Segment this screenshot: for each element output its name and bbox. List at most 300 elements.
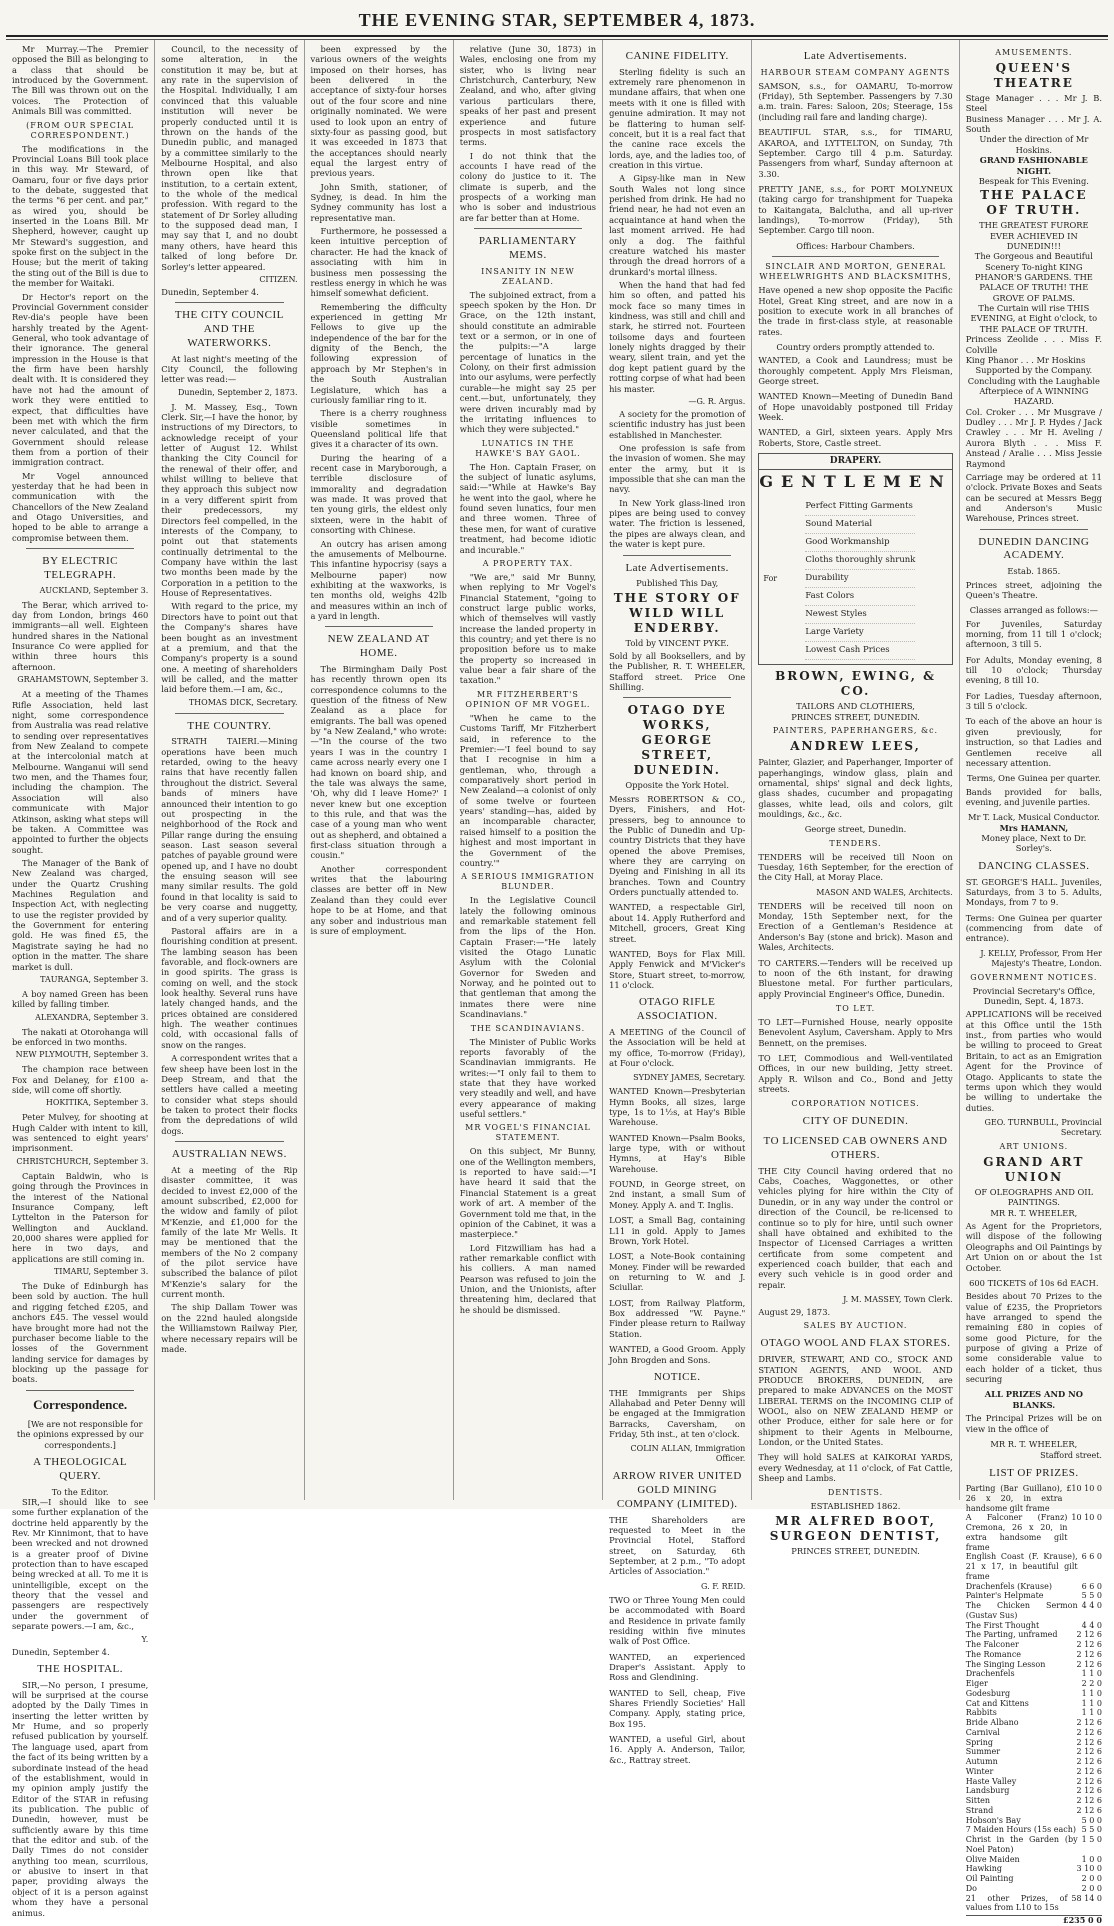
ad-line: MR R. T. WHEELER, (990, 1207, 1078, 1218)
section-heading: AMUSEMENTS. (995, 48, 1073, 57)
prize-value: £10 10 0 (1066, 1484, 1102, 1494)
paragraph: Mr Vogel announced yesterday that he had been in communication with the Chancellors of the New Zealand and Otago Universities, and hoped to be able to arrange a compromise between them. (12, 470, 149, 543)
dateline: TIMARU, September 3. (53, 1267, 149, 1277)
paragraph: Council, to the necessity of some alteration, in the constitution it may be, but at any rate in the supervision of the Hospital. Individually, I am convinced that this valuable institution will never be properly conducted until it is thrown on the hands of the Dunedin public, and managed by a committee similarly to the Melbourne Hospital, and also thrown open like that institution, to a certain extent, to the whole of the medical profession. With regard to the statement of Dr Sorley alluding to the supposed dead man, I may say that I, and no doubt many others, have heard this talked of long before Dr. Sorley's letter appeared. (161, 44, 298, 272)
advertisement: LOST, a Small Bag, containing L11 in gold. Apply to James Brown, York Hotel. (609, 1215, 746, 1246)
ad-line: Supported by the Company. (975, 365, 1093, 376)
prize-value: 2 12 6 (1076, 1649, 1102, 1659)
section-heading: Late Advertisements. (803, 50, 908, 62)
subhead: LUNATICS IN THE HAWKE'S BAY GAOL. (475, 438, 581, 458)
prize-name: Hobson's Bay (965, 1815, 1021, 1825)
prize-name: Winter (965, 1766, 994, 1776)
prize-value: 2 0 0 (1081, 1874, 1102, 1884)
advertisement: WANTED, an experienced Draper's Assistant. Apply to Ross and Glendining. (609, 1651, 746, 1683)
paragraph: Furthermore, he possessed a keen intuitive perception of character. He had the knack of associating with him in business men possessing the restless energy in which he was himself somewhat deficient. (310, 226, 447, 299)
dateline: TAURANGA, September 3. (40, 974, 149, 984)
dateline: Dunedin, September 2, 1873. (177, 387, 298, 397)
dateline: ALEXANDRA, September 3. (35, 1012, 149, 1022)
prize-value: 10 10 0 (1071, 1513, 1102, 1523)
section-heading: DENTISTS. (827, 1488, 884, 1498)
prize-value: 4 4 0 (1081, 1620, 1102, 1630)
paragraph: SIR,—No person, I presume, will be surprised at the course adopted by the Daily Times in inserting the letter written by Mr Hume, and so properly refused publication by yourself. The language used, apart from the fact of its being written by a subordinate instead of the head of the establishment, would in my opinion amply justify the Editor of the STAR in refusing its publication. The public of Dunedin, however, must be sufficiently aware by this time that the editor and sub. of the Daily Times do not consider anything too mean, scurrilous, or abusive to insert in that paper, providing always the object of it is a person against whom they have a personal animus. (12, 1679, 149, 1918)
drapery-list (805, 498, 915, 660)
advertisement: Sold by all Booksellers, and by the Publisher, R. T. WHEELER, Stafford street. Price One Shilling. (609, 651, 746, 693)
article-title: THE CITY COUNCIL AND THE WATERWORKS. (174, 309, 284, 349)
prize-row (966, 1894, 1102, 1914)
ad-heading: TO LICENSED CAB OWNERS AND OTHERS. (763, 1135, 948, 1161)
divider (772, 256, 938, 257)
ad-line: THE GREATEST FURORE EVER ACHIEVED IN DUNEDIN!!! (979, 220, 1089, 251)
paragraph: A Gipsy-like man in New South Wales not long since perished from drink. He had no friend near, he had not even an acquaintance at hand when the last moment arrived. He had only a dog. The faithful creature watched his master through the dread horrors of a drunkard's mortal illness. (609, 173, 746, 277)
prize-name: Strand (965, 1805, 994, 1815)
subhead: INSANITY IN NEW ZEALAND. (481, 266, 575, 286)
date-line: Dunedin, September 4. (12, 1646, 110, 1657)
article-title: CANINE FIDELITY. (625, 50, 729, 62)
ad-line: PRINCES STREET, DUNEDIN. (791, 711, 920, 722)
paragraph: With regard to the price, my Directors have to point out that the Company's shares have been bought as an investment at a premium, and that the Company's property is a sound one. A meeting of shareholders will be called, and the matter laid before them.—I am, &c., (161, 601, 298, 695)
section-heading: TO LET. (835, 1003, 876, 1013)
prize-value: 5 5 0 (1081, 1825, 1102, 1835)
drapery-item: Large Variety (805, 624, 915, 642)
prize-name: Godesburg (965, 1688, 1011, 1698)
prize-name: Do (965, 1883, 977, 1893)
dateline: CHRISTCHURCH, September 3. (16, 1156, 149, 1166)
advertisement: WANTED, a Cook and Laundress; must be thoroughly competent. Apply Mrs Fleisman, George street. (758, 355, 953, 387)
article-title: PARLIAMENTARY MEMS. (478, 235, 577, 261)
ad-line: Offices: Harbour Chambers. (796, 240, 915, 251)
prize-value: 2 12 6 (1076, 1747, 1102, 1757)
ad-heading: SINCLAIR AND MORTON, GENERAL WHEELWRIGHTS AND BLACKSMITHS, (759, 262, 952, 282)
paragraph: The Duke of Edinburgh has been sold by auction. The hull and rigging fetched £205, and anchors £45. The vessel would have brought more had not the purchaser become liable to the losses of the Government landing service for damages by blocking up the passage for boats. (12, 1281, 149, 1385)
article-title: THE COUNTRY. (187, 719, 272, 732)
signature: MASON AND WALES, Architects. (816, 887, 953, 897)
section-subhead: (FROM OUR SPECIAL CORRESPONDENT.) (26, 120, 135, 140)
article-title: THE HOSPITAL. (37, 1662, 123, 1675)
column-4 (454, 40, 603, 1500)
prize-value: 1 1 0 (1081, 1688, 1102, 1698)
ad-line: Provincial Secretary's Office, Dunedin, Sept. 4, 1873. (972, 985, 1096, 1007)
paragraph: The Berar, which arrived to-day from London, brings 460 immigrants—all well. Eighteen hundred shares in the National Insurance Co were applied for within three hours this afternoon. (12, 599, 149, 672)
drapery-item: Durability (805, 570, 915, 588)
ad-title: OTAGO DYE WORKS, GEORGE STREET, DUNEDIN. (627, 703, 727, 778)
ad-line: Classes arranged as follows:— (969, 605, 1098, 616)
dateline: GRAHAMSTOWN, September 3. (17, 675, 149, 685)
prize-value: 2 12 6 (1076, 1659, 1102, 1669)
prize-name: Olive Maiden (965, 1854, 1020, 1864)
prize-row (966, 1699, 1102, 1709)
cast-line: Princess Zeolide . . . Miss F. Colville (965, 334, 1102, 355)
ad-line: George street, Dunedin. (804, 824, 907, 835)
prize-row (966, 1738, 1102, 1748)
prize-value: 1 1 0 (1081, 1698, 1102, 1708)
drapery-item: Fast Colors (805, 588, 915, 606)
editor-note: [We are not responsible for the opinions expressed by our correspondents.] (16, 1418, 144, 1450)
prize-name: A Falconer (Franz) Cremona, 26 x 20, in extra handsome gilt frame (965, 1513, 1068, 1552)
ad-line: Money place, Next to Dr. Sorley's. (981, 833, 1087, 854)
ad-line: 600 TICKETS of 10s 6d EACH. (969, 1277, 1099, 1288)
prize-row (966, 1621, 1102, 1631)
ad-title: GENTLEMEN (759, 472, 952, 492)
ad-heading: CITY OF DUNEDIN. (802, 1115, 909, 1128)
ad-line: Opposite the York Hotel. (625, 780, 729, 791)
divider (474, 228, 582, 229)
advertisement: For Ladies, Tuesday afternoon, 3 till 5 o'clock. (965, 690, 1102, 712)
divider (175, 302, 283, 303)
section-heading: CORPORATION NOTICES. (791, 1099, 920, 1109)
prize-name: The Falconer (965, 1640, 1019, 1650)
prize-row (966, 1777, 1102, 1787)
prize-value: 3 10 0 (1076, 1864, 1102, 1874)
prize-value: 6 6 0 (1081, 1552, 1102, 1562)
prize-value: 2 12 6 (1076, 1757, 1102, 1767)
divider (623, 555, 731, 556)
prize-row (966, 1591, 1102, 1601)
prize-name: Bride Albano (965, 1718, 1019, 1728)
prize-row (966, 1855, 1102, 1865)
prize-row (966, 1864, 1102, 1874)
staff-line: Business Manager . . . Mr J. A. South (965, 113, 1102, 135)
prize-value: 1 0 0 (1081, 1854, 1102, 1864)
ad-heading: DANCING CLASSES. (978, 859, 1090, 872)
prize-row (966, 1767, 1102, 1777)
prize-value: 2 12 6 (1076, 1805, 1102, 1815)
paragraph: At last night's meeting of the City Council, the following letter was read:— (161, 353, 298, 385)
advertisement: WANTED to Sell, cheap, Five Shares Friendly Societies' Hall Company. Apply, stating price, Box 195. (609, 1687, 746, 1729)
prize-name: Eiger (965, 1679, 988, 1689)
ad-line: Under the direction of Mr Hoskins. (979, 134, 1089, 155)
advertisement: SAMSON, s.s., for OAMARU, To-morrow (Friday), 5th September. Passengers by 7.30 a.m. train. Fares: Saloon, 20s; Steerage, 15s (including rail fare and landing charge). (758, 80, 953, 122)
advertisement: WANTED, Boys for Flax Mill. Apply Fenwick and M'Vicker's Store, Stuart street, to-morrow, 11 o'clock. (609, 948, 746, 990)
advertisement: FOUND, in George street, on 2nd instant, a small Sum of Money. Apply A. and T. Inglis. (609, 1179, 746, 1210)
paragraph: A correspondent writes that a few sheep have been lost in the Deep Stream, and that the settlers have called a meeting to consider what steps should be taken to protect their flocks from the depredations of wild dogs. (161, 1053, 298, 1136)
advertisement: Messrs ROBERTSON & CO., Dyers, Finishers, and Hot-pressers, beg to announce to the Public of Dunedin and Up-country Districts that they have opened the above Premises, where they are carrying on Dyeing and Finishing in all its branches. Town and Country Orders punctually attended to. (609, 793, 746, 898)
column-2 (155, 40, 304, 1500)
advertisement: For Adults, Monday evening, 8 till 10 o'clock; Thursday evening, 8 till 10. (965, 654, 1102, 686)
column-1 (6, 40, 155, 1918)
paragraph: Another correspondent writes that the labouring classes are better off in New Zealand than they could ever hope to be at Home, and that any sober and industrious man is sure of employment. (310, 863, 447, 936)
prize-name: Landsburg (965, 1786, 1010, 1796)
divider (325, 626, 433, 627)
prize-row (966, 1513, 1102, 1552)
section-heading: SALES BY AUCTION. (803, 1321, 908, 1331)
prize-value: 58 14 0 (1071, 1893, 1102, 1903)
paragraph: Pastoral affairs are in a flourishing condition at present. The lambing season has been favorable, and flock-owners are in good spirits. The grass is coming on well, and the stock look healthy. Several runs have lately changed hands, and the prices obtained are considered high. The weather continues cold, with occasional falls of snow on the ranges. (161, 925, 298, 1050)
advertisement: LOST, from Railway Platform, Box addressed "W. Payne." Finder please return to Railway Station. (609, 1297, 746, 1339)
prize-name: The Chicken Sermon (Gustav Sus) (965, 1601, 1078, 1620)
drapery-item: Sound Material (805, 516, 915, 534)
prize-name: Sitten (965, 1796, 991, 1806)
ad-line: ALL PRIZES AND NO BLANKS. (984, 1389, 1083, 1410)
date-line: Dunedin, September 4. (161, 286, 259, 297)
prize-row (966, 1835, 1102, 1855)
divider (175, 1141, 283, 1142)
prize-row (966, 1601, 1102, 1621)
for-label: For (763, 574, 778, 584)
advertisement: WANTED, a Girl, sixteen years. Apply Mrs Roberts, Store, Castle street. (758, 427, 953, 448)
paragraph: A boy named Green has been killed by falling timber. (12, 988, 149, 1010)
advertisement: Besides about 70 Prizes to the value of £235, the Proprietors have arranged to spend the remaining £80 in copies of some good Picture, for the purpose of giving a Prize of some considerable value to each holder of a ticket, thus securing (965, 1291, 1102, 1385)
divider (26, 548, 134, 549)
advertisement: DRIVER, STEWART, AND CO., STOCK AND STATION AGENTS, AND WOOL AND PRODUCE BROKERS, DUNEDIN, are prepared to make ADVANCES on the MOST LIBERAL TERMS on the INCOMING CLIP of WOOL, also on NEW ZEALAND HEMP or other Produce, either for sale here or for shipment to their Agents in Melbourne, London, or the United States. (758, 1354, 953, 1448)
paragraph: In the Legislative Council lately the following ominous and remarkable statement fell from the lips of the Hon. Captain Fraser:—"He lately visited the Otago Lunatic Asylum with the Colonial Governor for Sweden and Norway, and he pointed out to that gentleman that among the inmates there were nine Scandinavians." (459, 895, 597, 1020)
prize-row (966, 1757, 1102, 1767)
section-heading: Correspondence. (33, 1396, 128, 1412)
prize-value: 1 1 0 (1081, 1708, 1102, 1718)
paragraph: At a meeting of the Rip disaster committee, it was decided to invest £2,000 of the amount subscribed, £2,000 for the widow and family of pilot M'Kenzie, and £1,000 for the family of the late Mr Wells. It may be mentioned that the members of the No 2 company of the pilot service have subscribed the balance of pilot M'Kenzie's salary for the current month. (161, 1164, 298, 1300)
prize-value: 2 12 6 (1076, 1776, 1102, 1786)
section-heading: Late Advertisements. (625, 561, 729, 574)
paragraph: Remembering the difficulty experienced in getting Mr Fellows to give up the independence of the bar for the dignity of the Bench, the following expression of approach by Mr Stephen's in the South Australian Legislature, which has a curiously familiar ring to it. (310, 301, 447, 405)
column-6 (752, 40, 959, 1556)
prize-name: The First Thought (965, 1620, 1040, 1630)
paragraph: J. M. Massey, Esq., Town Clerk. Sir,—I have the honor, by instructions of my Directors, to acknowledge receipt of your letter of August 12. Whilst thanking the City Council for the renewal of their offer, and whilst willing to believe that they approach this subject now in a very different spirit from their predecessors, my Directors feel compelled, in the interests of the Company, to point out that statements continually detrimental to the Company have within the last two months been made by the Corporation in a petition to the House of Representatives. (161, 401, 298, 599)
subhead: MR VOGEL'S FINANCIAL STATEMENT. (465, 1123, 591, 1143)
prize-row (966, 1552, 1102, 1581)
prize-row (966, 1806, 1102, 1816)
prize-total (966, 1915, 1102, 1926)
ad-title: GRAND ART UNION (983, 1155, 1085, 1184)
ad-title: MR ALFRED BOOT, SURGEON DENTIST, (769, 1513, 942, 1543)
prize-name: Drachenfels (965, 1669, 1015, 1679)
signature: —G. R. Argus. (688, 396, 746, 406)
paragraph: During the hearing of a recent case in Maryborough, a terrible disclosure of immorality and degradation was made. It was proved that ten young girls, the eldest only sixteen, were in the habit of consorting with Chinese. (310, 452, 447, 536)
prize-value: 2 12 6 (1076, 1630, 1102, 1640)
prize-value: 2 12 6 (1076, 1640, 1102, 1650)
prize-value: 2 12 6 (1076, 1718, 1102, 1728)
paragraph: been expressed by the various owners of the weights imposed on their horses, has been delivered in the acceptance of sixty-four horses out of the four score and nine originally nominated. We were used to look upon an entry of sixty-four as passing good, but it was exceeded in 1873 that the acceptances should nearly equal the largest entry of previous years. (310, 44, 447, 179)
prize-value: 2 12 6 (1076, 1786, 1102, 1796)
signature: J. KELLY, Professor, From Her Majesty's Theatre, London. (980, 948, 1102, 968)
signature: COLIN ALLAN, Immigration Officer. (630, 1444, 746, 1464)
date-line: August 29, 1873. (758, 1307, 831, 1318)
advertisement: Princes street, adjoining the Queen's Theatre. (965, 579, 1102, 600)
article-title: A THEOLOGICAL QUERY. (33, 1456, 128, 1482)
advertisement: ST. GEORGE'S HALL. Juveniles, Saturdays, from 3 to 5. Adults, Mondays, from 7 to 9. (965, 876, 1102, 908)
paragraph: Dr Hector's report on the Provincial Government consider Rev-dia's people have been harshly treated by the Agent-General, who took advantage of their ignorance. The general impression in the House is that the firm have been harshly dealt with. It is considered they have not had the amount of work they were entitled to expect, that difficulties have been met with which the firm never calculated, and that the Government should release them from a portion of their immigration contract. (12, 291, 149, 468)
paragraph: Lord Fitzwilliam has had a rather remarkable conflict with his colliers. A man named Pearson was refused to join the Union, and the Unionists, after threatening him, declared that he should be dismissed. (459, 1242, 597, 1315)
advertisement: Painter, Glazier, and Paperhanger, Importer of paperhangings, window glass, plain and ornamental, ships' signal and deck lights, glass shades, cucumber and propagating glasses, white lead, oils and colors, gilt mouldings, &c., &c. (758, 757, 953, 819)
paragraph: Sterling fidelity is such an extremely rare phenomenon in mundane affairs, that when one meets with it one is filled with genuine admiration. It may not be flattering to human self-conceit, but it is a real fact that the canine race excels the lords, aye, and the ladies too, of creation in this virtue. (609, 66, 746, 170)
ad-line: Terms, One Guinea per quarter. (967, 773, 1101, 784)
prize-row (966, 1796, 1102, 1806)
advertisement: Bands provided for balls, evening, and juvenile parties. (965, 786, 1102, 807)
advertisement: WANTED, a useful Girl, about 16. Apply A. Anderson, Tailor, &c., Rattray street. (609, 1734, 746, 1765)
paragraph: Mr Murray.—The Premier opposed the Bill as belonging to a class that should be introduced by the Government. The Bill was thrown out on the voices. The Protection of Animals Bill was committed. (12, 44, 149, 117)
drapery-item: Lowest Cash Prices (805, 642, 915, 660)
paragraph: The Minister of Public Works reports favorably of the Scandinavian immigrants. He writes:—"I only fail to them to state that they have worked very steadily and well, and have every appearance of making useful settlers." (459, 1036, 597, 1120)
article-title: AUSTRALIAN NEWS. (171, 1148, 287, 1161)
ad-line: Estab. 1865. (1007, 566, 1061, 577)
cast-line: King Phanor . . . Mr Hoskins (965, 354, 1086, 365)
paragraph: The ship Dallam Tower was on the 22nd hauled alongside the Williamstown Railway Pier, where necessary repairs will be made. (161, 1302, 298, 1354)
masthead: THE EVENING STAR, SEPTEMBER 4, 1873. (6, 4, 1108, 37)
prize-value: 2 0 0 (1081, 1883, 1102, 1893)
prize-row (966, 1669, 1102, 1679)
ad-line: MR R. T. WHEELER, (990, 1438, 1078, 1449)
prize-value: 6 6 0 (1081, 1581, 1102, 1591)
prize-name: English Coast (F. Krause), 21 x 17, in beautiful gilt frame (965, 1552, 1078, 1581)
advertisement: For Juveniles, Saturday morning, from 11 till 1 o'clock; afternoon, 3 till 5. (965, 618, 1102, 650)
section-heading: BY ELECTRIC TELEGRAPH. (42, 555, 118, 581)
ad-line: OF OLEOGRAPHS AND OIL PAINTINGS. (974, 1187, 1094, 1208)
prize-value: 5 0 0 (1081, 1815, 1102, 1825)
prize-name: 7 Maiden Hours (15s each) (965, 1825, 1077, 1835)
salutation: To the Editor. (51, 1486, 109, 1497)
advertisement: Terms: One Guinea per quarter (commencing from date of entrance). (965, 912, 1102, 944)
advertisement: WANTED, a Good Groom. Apply John Brogden and Sons. (609, 1344, 746, 1365)
prize-name: The Parting, unframed (965, 1630, 1058, 1640)
advertisement: BEAUTIFUL STAR, s.s., for TIMARU, AKAROA, and LYTTELTON, on Sunday, 7th September. Cargo till 4 p.m. Saturday. Passengers from wharf, Sunday afternoon at 3.30. (758, 127, 953, 179)
advertisement: PRETTY JANE, s.s., for PORT MOLYNEUX (taking cargo for transhipment for Tuapeka to Kaitangata, Balclutha, and all up-river landings), To-morrow (Friday), 5th September. Cargo till noon. (758, 183, 953, 236)
advertisement: LOST, a Note-Book containing Money. Finder will be rewarded on returning to W. and J. Sciullar. (609, 1251, 746, 1293)
prize-name: Cat and Kittens (965, 1698, 1029, 1708)
paragraph: The Birmingham Daily Post has recently thrown open its correspondence columns to the question of the fitness of New Zealand as a place for emigrants. The ball was opened by "a New Zealand," who wrote:—"In the course of the two years I was in the country I came across nearly every one I had known on board ship, and the tale was always the same, 'Oh, why did I leave Home?' I never knew but one exception to this rule, and that was the case of a young man who went out as shepherd, and obtained a first-class situation through a cousin." (310, 663, 447, 861)
subhead: THE SCANDINAVIANS. (470, 1023, 586, 1033)
paragraph: There is a cherry roughness visible sometimes in Queensland political life that gives it a character of its own. (310, 408, 447, 450)
prize-name: Haste Valley (965, 1776, 1017, 1786)
signature: CITIZEN. (259, 274, 298, 284)
paragraph: At a meeting of the Thames Rifle Association, held last night, some correspondence from Australia was read relative to sending over representatives from New Zealand to compete at the intercolonial match at Melbourne. Wanganui will send two men, and the Thames four, including the champion. The Association will also communicate with Major Atkinson, asking what steps will be taken. A Committee was appointed to further the objects sought. (12, 689, 149, 855)
staff-line: Stage Manager . . . Mr J. B. Steel (965, 93, 1102, 114)
drapery-item: Newest Styles (805, 606, 915, 624)
prize-row (966, 1728, 1102, 1738)
paragraph: A society for the promotion of scientific industry has just been established in Manchester. (609, 408, 746, 440)
prize-row (966, 1689, 1102, 1699)
ad-line: The Curtain will rise THIS EVENING, at Eight o'clock, to THE PALACE OF TRUTH. (970, 303, 1098, 334)
signature: SYDNEY JAMES, Secretary. (633, 1073, 746, 1083)
advertisement: TO LET, Commodious and Well-ventilated Offices, in our new building, Jetty street. Apply R. Wilson and Co., Bond and Jetty streets. (758, 1053, 953, 1095)
column-7 (960, 40, 1108, 1926)
ad-line: GRAND FASHIONABLE NIGHT. (979, 155, 1088, 176)
paragraph: The subjoined extract, from a speech spoken by the Hon. Dr Grace, on the 12th instant, should constitute an admirable text or a sermon, or in one of the pulpits:—"A large percentage of lunatics in the Colony, on their first admission into our asylums, were perfectly curable—he might say 25 per cent.—but, unfortunately, they were driven incurably mad by the irritating influences to which they were subjected." (459, 289, 597, 435)
paragraph: The modifications in the Provincial Loans Bill took place in this way. Mr Steward, of Oamaru, four or five days prior to the debate, suggested that the terms "6 per cent. and par," as wired you, should be inserted in the Loans Bill. Mr Shepherd, however, caught up Mr Steward's suggestion, and spoke first on the subject in the House; but the merit of taking the sting out of the Bill is due to the member for Waitaki. (12, 143, 149, 289)
advertisement: Have opened a new shop opposite the Pacific Hotel, Great King street, and are now in a position to execute work in all branches of the trade in first-class style, at reasonable rates. (758, 285, 953, 337)
paragraph: The nakati at Otorohanga will be enforced in two months. (12, 1026, 149, 1047)
paragraph: "When he came to the Customs Tariff, Mr Fitzherbert said, in reference to the Premier:—'I feel bound to say that I recognise in him a gentleman, who, through a comparatively short period in New Zealand—a colonist of only of some twelve or fourteen years' standing—has, aided by an incomparable character, raised himself to a position the highest and most important in the Government of the country.'" (459, 712, 597, 868)
paragraph: SIR,—I should like to see some further explanation of the doctrine held apparently by the Rev. Mr Kinnimont, that to have been wrecked and not drowned is a greater proof of Divine protection than to have escaped being wrecked at all. To me it is unintelligible, except on the theory that the vessel and passengers are respectively under the government of separate powers.—I am, &c., (12, 1496, 149, 1632)
prize-value: 2 12 6 (1076, 1727, 1102, 1737)
prize-name: Parting (Bar Guillano), 26 x 20, in extra handsome gilt frame (965, 1484, 1063, 1513)
prize-row (966, 1650, 1102, 1660)
prize-value: 1 5 0 (1081, 1835, 1102, 1845)
divider (175, 713, 283, 714)
ad-heading: NOTICE. (653, 1370, 701, 1383)
advertisement: THE City Council having ordered that no Cabs, Coaches, Waggonettes, or other vehicles plying for hire within the City of Dunedin, or in any way under the control or direction of the Council, be re-licensed to continue so to ply for hire, until such owner shall have obtained and exhibited to the Inspector of Licensed Carriages a written certificate from some competent and experienced coach builder, that each and every such vehicle is in good order and repair. (758, 1165, 953, 1290)
prize-value: 2 12 6 (1076, 1766, 1102, 1776)
ad-line: Published This Day, (636, 578, 719, 589)
prize-name: Spring (965, 1737, 993, 1747)
advertisement: WANTED Known—Psalm Books, large type, with or without Hymns, at Hay's Bible Warehouse. (609, 1132, 746, 1174)
prize-name: Oil Painting (965, 1874, 1014, 1884)
prize-name: Summer (965, 1747, 1001, 1757)
ad-line: ESTABLISHED 1862. (810, 1501, 901, 1512)
advertisement: THE Shareholders are requested to Meet in the Provincial Hotel, Stafford street, on Saturday, 6th September, at 2 p.m., "To adopt Articles of Association." (609, 1514, 746, 1577)
subhead: MR FITZHERBERT'S OPINION OF MR VOGEL. (465, 689, 591, 709)
prize-name: Christ in the Garden (by Noel Paton) (965, 1835, 1078, 1854)
section-heading: ART UNIONS. (999, 1142, 1069, 1151)
prize-row (966, 1708, 1102, 1718)
advertisement: WANTED Known—Presbyterian Hymn Books, all sizes, large type, 1s to 1½s, at Hay's Bible Warehouse. (609, 1086, 746, 1128)
prize-row (966, 1747, 1102, 1757)
ad-heading: OTAGO RIFLE ASSOCIATION. (636, 996, 718, 1023)
prize-name: Drachenfels (Krause) (965, 1581, 1052, 1591)
ad-line: TAILORS AND CLOTHIERS, (796, 701, 915, 712)
signature: J. M. MASSEY, Town Clerk. (843, 1295, 953, 1305)
dateline: NEW PLYMOUTH, September 3. (15, 1050, 149, 1060)
ad-line: Country orders promptly attended to. (776, 341, 935, 352)
article-title: NEW ZEALAND AT HOME. (327, 633, 430, 660)
prize-row (966, 1884, 1102, 1894)
ad-line: The Gorgeous and Beautiful Scenery To-night KING PHANOR'S GARDENS. THE PALACE OF TRUTH! THE GROVE OF PALMS. (974, 251, 1093, 303)
prize-total-value: £235 0 0 (1063, 1915, 1102, 1926)
ad-line: Mr T. Lack, Musical Conductor. (967, 812, 1100, 823)
paragraph: The Hon. Captain Fraser, on the subject of lunatic asylums, said:—"While at Hawke's Bay he went into the gaol, where he found seven lunatics, four men and three women. Three of these men, for want of curative treatment, had become idiotic and incurable." (459, 461, 597, 555)
advertisement: The Principal Prizes will be on view in the office of (965, 1413, 1102, 1434)
advertisement: TENDERS will be received till Noon on Tuesday, 16th September, for the erection of the City Hall, at Moray Place. (758, 851, 953, 883)
drapery-box (758, 453, 952, 665)
ad-heading: DUNEDIN DANCING ACADEMY. (978, 535, 1090, 562)
prize-value: 5 5 0 (1081, 1591, 1102, 1601)
ad-heading: ARROW RIVER UNITED GOLD MINING COMPANY (LIMITED). (612, 1470, 742, 1510)
advertisement: Carriage may be ordered at 11 o'clock. Private Boxes and Seats can be secured at Messrs Begg and Anderson's Music Warehouse, Princes street. (965, 471, 1102, 524)
drapery-item: Good Workmanship (805, 534, 915, 552)
ad-title: THE PALACE OF TRUTH. (980, 188, 1088, 218)
column-5 (603, 40, 752, 1765)
divider (980, 529, 1088, 530)
prize-row (966, 1825, 1102, 1835)
prize-name: Autumn (965, 1757, 998, 1767)
advertisement: TO LET—Furnished House, nearly opposite Benevolent Asylum, Caversham. Apply to Mrs Bennett, on the premises. (758, 1016, 953, 1048)
subhead: A SERIOUS IMMIGRATION BLUNDER. (461, 872, 595, 892)
prize-name: The Singing Lesson (965, 1659, 1046, 1669)
prize-name: Carnival (965, 1727, 1000, 1737)
paragraph: John Smith, stationer, of Sydney, is dead. In him the Sydney community has lost a representative man. (310, 181, 447, 223)
paragraph: On this subject, Mr Bunny, one of the Wellington members, is reported to have said:—"I have heard it said that the Financial Statement is a great work of art. A member of the Government told me that, in the opinion of the Cabinet, it was a masterpiece." (459, 1146, 597, 1240)
ad-line: PRINCES STREET, DUNEDIN. (791, 1545, 920, 1556)
ad-title: ANDREW LEES, (790, 739, 921, 754)
subhead: A PROPERTY TAX. (482, 558, 574, 568)
column-3 (305, 40, 454, 1500)
prize-row (966, 1874, 1102, 1884)
advertisement: APPLICATIONS will be received at this Office until the 15th inst., from parties who would be willing to proceed to Great Britain, to act as an Emigration Agent for the Province of Otago. Applicants to state the terms upon which they would be willing to undertake the duties. (965, 1009, 1102, 1113)
ad-title: QUEEN'S THEATRE (993, 61, 1074, 90)
ad-line: Bespeak for This Evening. (978, 175, 1089, 186)
paragraph: In New York glass-lined iron pipes are being used to convey water. The friction is lessened, the pipes are always clean, and the water is kept pure. (609, 497, 746, 550)
box-heading: DRAPERY. (759, 454, 951, 470)
ad-heading: HARBOUR STEAM COMPANY AGENTS (760, 67, 951, 77)
prize-row (966, 1582, 1102, 1592)
advertisement: To each of the above an hour is given previously, for instruction, so that Ladies and Gentlemen receive all necessary attention. (965, 716, 1102, 768)
prize-value: 2 2 0 (1081, 1679, 1102, 1689)
divider (623, 697, 731, 698)
paragraph: When the hand that had fed him so often, and patted his mock face so many times in kindness, was still and chill and stark, he stirred not. Fourteen toilsome days and fourteen lonely nights dragged by their weary, silent train, and yet the dog kept patient guard by the rotting corpse of what had been his master. (609, 279, 746, 394)
paragraph: "We are," said Mr Bunny, when replying to Mr Vogel's Financial Statement, "going to construct large public works, which of themselves will vastly increase the landed property in this country; and yet there is no proposition before us to make the property so increased in value bear a fair share of the taxation." (459, 571, 597, 686)
section-heading: TENDERS. (829, 838, 882, 848)
prize-value: 1 1 0 (1081, 1669, 1102, 1679)
prize-name: Rabbits (965, 1708, 997, 1718)
signature: Stafford street. (1040, 1451, 1102, 1461)
drapery-item: Cloths thoroughly shrunk (805, 552, 915, 570)
columns (6, 39, 1108, 1926)
advertisement: As Agent for the Proprietors, will dispose of the following Oleographs and Oil Paintings by Art Union on or about the 1st October. (965, 1221, 1102, 1273)
paragraph: I do not think that the accounts I have read of the colony do justice to it. The climate is superb, and the prospects of a working man who is sober and industrious are far better than at Home. (459, 150, 597, 223)
advertisement: A MEETING of the Council of the Association will be held at my office, To-morrow (Friday), at Four o'clock. (609, 1026, 746, 1068)
advertisement: TENDERS will be received till noon on Monday, 15th September next, for the Erection of a Gentleman's Residence at Anderson's Bay (stone and brick). Mason and Wales, Architects. (758, 900, 953, 953)
prize-row (966, 1640, 1102, 1650)
prize-list (966, 1484, 1102, 1913)
ad-line: Told by VINCENT PYKE. (625, 637, 729, 648)
prize-value: 4 4 0 (1081, 1601, 1102, 1611)
